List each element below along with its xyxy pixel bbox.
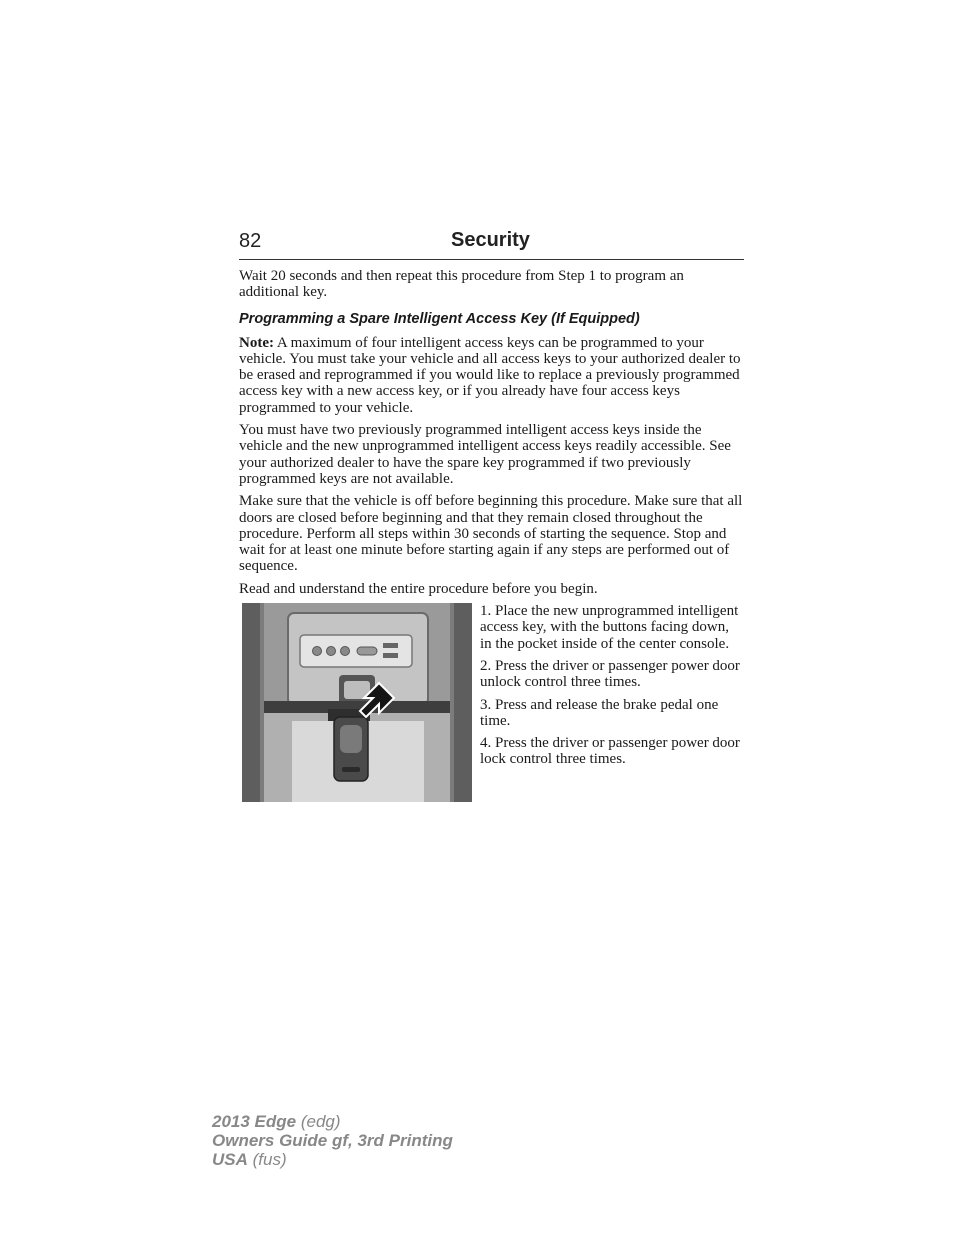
step-3: 3. Press and release the brake pedal one time. xyxy=(480,696,719,729)
step-list xyxy=(480,603,744,774)
step-2: 2. Press the driver or passenger power door unlock control three times. xyxy=(480,657,740,691)
footer-market: USA xyxy=(212,1150,248,1169)
section-title: Security xyxy=(451,229,530,251)
footer-model-code: (edg) xyxy=(296,1112,341,1131)
page-header xyxy=(239,228,744,260)
console-illustration-icon xyxy=(242,603,472,802)
subheading: Programming a Spare Intelligent Access Key (If Equipped) xyxy=(239,310,640,327)
note-paragraph xyxy=(239,335,744,416)
intro-paragraph: Wait 20 seconds and then repeat this procedure from Step 1 to program an additional key. xyxy=(239,268,684,301)
footer-line-3 xyxy=(212,1150,453,1169)
main-content xyxy=(239,268,744,808)
center-console-key-pocket-illustration xyxy=(242,603,472,802)
figure-row xyxy=(239,603,744,808)
footer-model: 2013 Edge xyxy=(212,1112,297,1131)
page-footer xyxy=(212,1112,453,1169)
footer-line-1 xyxy=(212,1112,453,1131)
footer-market-code: (fus) xyxy=(247,1150,287,1169)
footer-line-2: Owners Guide gf, 3rd Printing xyxy=(212,1131,453,1150)
note-text: A maximum of four intelligent access keys can be programmed to your vehicle. You must take your vehicle and all access keys to your authorized dealer to be erased and reprogrammed if you would like to replace a previously programmed access key with a new access key, or if you already have four access keys programmed to your vehicle. xyxy=(239,334,741,416)
step-1: 1. Place the new unprogrammed intelligent access key, with the buttons facing down, in the pocket inside of the center console. xyxy=(480,603,739,652)
page-number: 82 xyxy=(239,230,262,252)
paragraph-requirements: You must have two previously programmed intelligent access keys inside the vehicle and the new unprogrammed intelligent access keys readily accessible. See your authorized dealer to have the spare key programmed if two previously programmed keys are not available. xyxy=(239,422,731,487)
step-4: 4. Press the driver or passenger power door lock control three times. xyxy=(480,735,740,768)
paragraph-conditions: Make sure that the vehicle is off before beginning this procedure. Make sure that all doors are closed before beginning and that they remain closed throughout the procedure. Perform all steps within 30 seconds of starting the sequence. Stop and wait for at least one minute before starting again if any steps are performed out of sequence. xyxy=(239,493,743,575)
paragraph-read-first: Read and understand the entire procedure before you begin. xyxy=(239,580,598,597)
note-label: Note: xyxy=(239,334,274,351)
